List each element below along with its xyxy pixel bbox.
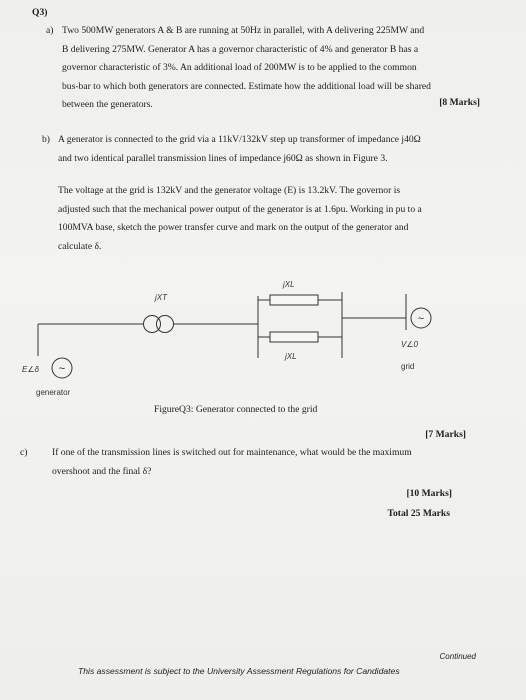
transformer-coil-right [157,316,174,333]
transformer-coil-left [144,316,161,333]
part-c-text [52,444,502,481]
part-b-para-line: The voltage at the grid is 132kV and the generator voltage (E) is 13.2kV. The governor is [58,185,401,196]
part-b-para-line: calculate δ. [58,240,102,252]
label-generator: generator [36,388,71,397]
regulations-footer: This assessment is subject to the University Assessment Regulations for Candidates [78,666,400,676]
generator-tilde: ~ [58,363,66,375]
part-a-line: bus-bar to which both generators are connected. Estimate how the additional load will be shared [62,80,431,92]
total-marks: Total 25 Marks [387,508,450,519]
part-a-marks: [8 Marks] [439,97,480,108]
label-grid: grid [401,362,415,371]
question-number: Q3) [32,7,48,18]
part-a-line: Two 500MW generators A & B are running at 50Hz in parallel, with A delivering 225MW and [62,25,425,36]
part-b-line: A generator is connected to the grid via a 11kV/132kV step up transformer of impedance j40Ω [58,134,421,145]
part-a-line: governor characteristic of 3%. An additional load of 200MW is to be applied to the common [62,62,417,73]
label-xt: jXT [155,293,167,302]
part-c-line: If one of the transmission lines is switched out for maintenance, what would be the maximum [52,447,412,458]
part-b-label: b) [42,134,50,145]
line-impedance-top [270,295,318,305]
label-xl-top: jXL [283,280,295,289]
line-impedance-bottom [270,332,318,342]
part-c-label: c) [20,447,28,458]
continued-note: Continued [439,652,476,661]
part-b-line: and two identical parallel transmission lines of impedance j60Ω as shown in Figure 3. [58,152,388,164]
figure-caption: FigureQ3: Generator connected to the grid [154,404,318,415]
part-a-line: between the generators. [62,99,153,110]
part-c-line: overshoot and the final δ? [52,465,152,477]
label-v-zero: V∠0 [401,340,418,349]
part-b-para-line: 100MVA base, sketch the power transfer curve and mark on the output of the generator and [58,222,409,233]
part-b-marks: [7 Marks] [425,429,466,440]
label-xl-bottom: jXL [285,352,297,361]
grid-tilde: ~ [417,313,425,325]
part-b-paragraph [58,182,508,256]
label-e-delta: E∠δ [22,365,39,374]
part-a-line: B delivering 275MW. Generator A has a governor characteristic of 4% and generator B has a [62,43,419,55]
part-b-para-line: adjusted such that the mechanical power output of the generator is at 1.6pu. Working in pu to a [58,203,422,215]
part-a-label: a) [46,25,54,36]
part-b-text [58,131,508,168]
part-c-marks: [10 Marks] [406,488,452,499]
circuit-figure [0,270,526,410]
